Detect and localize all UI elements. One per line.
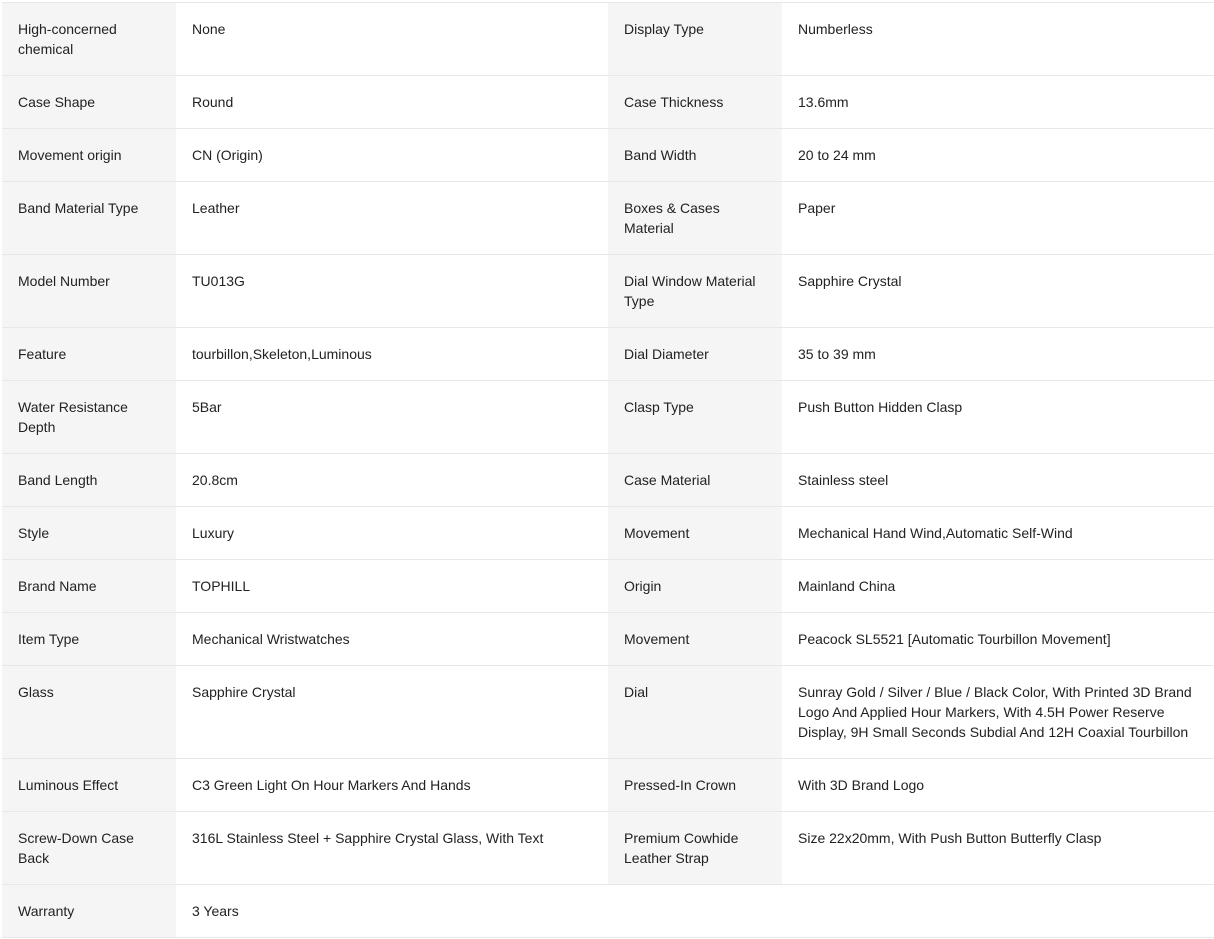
spec-label: Movement <box>608 613 782 665</box>
spec-value: Sapphire Crystal <box>782 255 1214 327</box>
spec-row <box>2 76 1214 129</box>
spec-row <box>2 3 1214 76</box>
spec-row <box>2 507 1214 560</box>
spec-label: Warranty <box>2 885 176 937</box>
spec-value: Mechanical Hand Wind,Automatic Self-Wind <box>782 507 1214 559</box>
spec-label: Case Material <box>608 454 782 506</box>
spec-value: CN (Origin) <box>176 129 608 181</box>
spec-row <box>2 666 1214 759</box>
spec-value: TU013G <box>176 255 608 327</box>
spec-table <box>2 2 1214 938</box>
spec-value: 20.8cm <box>176 454 608 506</box>
spec-label: Band Material Type <box>2 182 176 254</box>
spec-label: Pressed-In Crown <box>608 759 782 811</box>
spec-value: Peacock SL5521 [Automatic Tourbillon Movement] <box>782 613 1214 665</box>
spec-label: Screw-Down Case Back <box>2 812 176 884</box>
spec-value: TOPHILL <box>176 560 608 612</box>
spec-value: Push Button Hidden Clasp <box>782 381 1214 453</box>
spec-value: 5Bar <box>176 381 608 453</box>
spec-value: Mechanical Wristwatches <box>176 613 608 665</box>
spec-label: Item Type <box>2 613 176 665</box>
spec-label: Movement <box>608 507 782 559</box>
spec-value: Round <box>176 76 608 128</box>
spec-row <box>2 454 1214 507</box>
spec-value: Leather <box>176 182 608 254</box>
spec-label: Dial Diameter <box>608 328 782 380</box>
spec-label: Movement origin <box>2 129 176 181</box>
spec-value: Paper <box>782 182 1214 254</box>
spec-value: Sunray Gold / Silver / Blue / Black Color, With Printed 3D Brand Logo And Applied Hour Markers, With 4.5H Power Reserve Display, 9H Small Seconds Subdial And 12H Coaxial Tourbillon <box>782 666 1214 758</box>
spec-value: With 3D Brand Logo <box>782 759 1214 811</box>
spec-row <box>2 129 1214 182</box>
spec-value: 35 to 39 mm <box>782 328 1214 380</box>
spec-label: Clasp Type <box>608 381 782 453</box>
spec-label: Glass <box>2 666 176 758</box>
spec-value: tourbillon,Skeleton,Luminous <box>176 328 608 380</box>
spec-value: 316L Stainless Steel + Sapphire Crystal Glass, With Text <box>176 812 608 884</box>
spec-row <box>2 182 1214 255</box>
spec-label: Dial Window Material Type <box>608 255 782 327</box>
spec-row <box>2 255 1214 328</box>
spec-value: Numberless <box>782 3 1214 75</box>
spec-label: Dial <box>608 666 782 758</box>
spec-label: Display Type <box>608 3 782 75</box>
spec-value: 13.6mm <box>782 76 1214 128</box>
spec-label: Feature <box>2 328 176 380</box>
spec-label: Case Shape <box>2 76 176 128</box>
spec-label: Band Width <box>608 129 782 181</box>
spec-label: Boxes & Cases Material <box>608 182 782 254</box>
spec-value: Luxury <box>176 507 608 559</box>
spec-label: High-concerned chemical <box>2 3 176 75</box>
spec-label: Brand Name <box>2 560 176 612</box>
spec-label: Band Length <box>2 454 176 506</box>
spec-row <box>2 885 1214 938</box>
spec-value: C3 Green Light On Hour Markers And Hands <box>176 759 608 811</box>
spec-label-empty <box>608 885 782 937</box>
spec-row <box>2 328 1214 381</box>
spec-label: Origin <box>608 560 782 612</box>
spec-value: Sapphire Crystal <box>176 666 608 758</box>
spec-value: 3 Years <box>176 885 608 937</box>
spec-value: 20 to 24 mm <box>782 129 1214 181</box>
spec-label: Premium Cowhide Leather Strap <box>608 812 782 884</box>
spec-label: Model Number <box>2 255 176 327</box>
spec-value: None <box>176 3 608 75</box>
spec-label: Case Thickness <box>608 76 782 128</box>
spec-row <box>2 560 1214 613</box>
spec-value: Mainland China <box>782 560 1214 612</box>
spec-label: Luminous Effect <box>2 759 176 811</box>
spec-row <box>2 381 1214 454</box>
spec-row <box>2 812 1214 885</box>
spec-row <box>2 759 1214 812</box>
spec-label: Style <box>2 507 176 559</box>
spec-value: Size 22x20mm, With Push Button Butterfly Clasp <box>782 812 1214 884</box>
spec-row <box>2 613 1214 666</box>
spec-value: Stainless steel <box>782 454 1214 506</box>
spec-value-empty <box>782 885 1214 937</box>
spec-label: Water Resistance Depth <box>2 381 176 453</box>
